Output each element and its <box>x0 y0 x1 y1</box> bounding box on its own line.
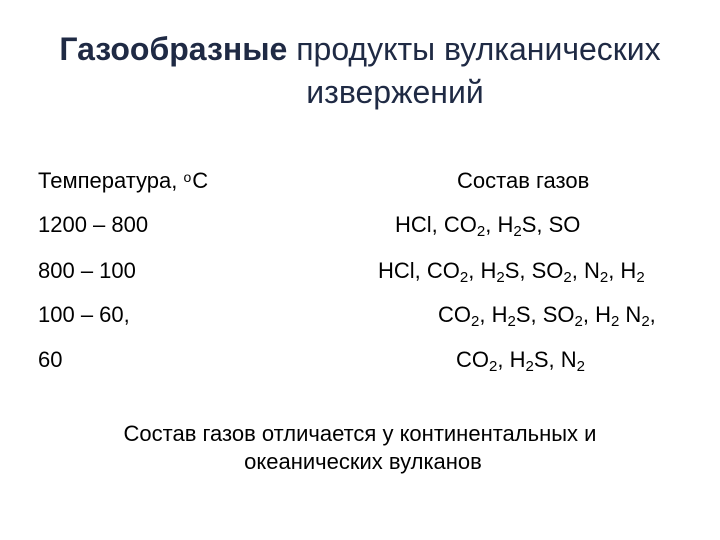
title-rest: продукты вулканических <box>287 31 661 67</box>
formula-text: , H <box>608 258 637 283</box>
footer-note <box>0 420 720 476</box>
formula-text: , N <box>571 258 600 283</box>
formula-text: S, SO <box>504 258 564 283</box>
formula-text: , <box>649 302 656 327</box>
temperature-cell-1: 1200 – 800 <box>38 212 149 237</box>
formula-text: , H <box>485 212 514 237</box>
footer-line2: океанических вулканов <box>244 449 482 474</box>
formula-subscript: 2 <box>599 269 609 286</box>
formula-subscript: 2 <box>513 223 522 240</box>
gases-cell-1 <box>395 212 580 240</box>
formula-subscript: 2 <box>641 313 650 330</box>
formula-subscript: 2 <box>574 313 583 330</box>
temperature-unit: С <box>192 168 209 193</box>
gases-cell-2 <box>378 258 645 286</box>
formula-text: HCl, CO <box>395 212 477 237</box>
gases-cell-4 <box>456 347 585 375</box>
formula-text: S, SO <box>515 302 575 327</box>
formula-subscript: 2 <box>489 358 498 375</box>
page-title <box>0 28 720 114</box>
composition-header: Состав газов <box>457 168 590 193</box>
formula-text: S, N <box>533 347 577 372</box>
temperature-cell-2: 800 – 100 <box>38 258 136 283</box>
temperature-cell-4: 60 <box>38 347 63 372</box>
title-line2: извержений <box>306 74 484 110</box>
temperature-header <box>38 168 208 194</box>
formula-subscript: 2 <box>507 313 516 330</box>
formula-text: , H <box>497 347 526 372</box>
formula-text: , H <box>582 302 611 327</box>
formula-text: CO <box>438 302 471 327</box>
formula-subscript: 2 <box>496 269 505 286</box>
formula-text: N <box>619 302 642 327</box>
formula-subscript: 2 <box>525 358 534 375</box>
formula-subscript: 2 <box>563 269 572 286</box>
formula-subscript: 2 <box>636 269 645 286</box>
temperature-cell-3: 100 – 60, <box>38 302 130 327</box>
degree-sign: о <box>183 169 192 185</box>
title-highlight: Газообразные <box>59 31 288 67</box>
formula-subscript: 2 <box>610 313 620 330</box>
formula-text: , H <box>468 258 497 283</box>
formula-subscript: 2 <box>576 358 585 375</box>
formula-subscript: 2 <box>476 223 486 240</box>
formula-subscript: 2 <box>471 313 480 330</box>
footer-line1: Состав газов отличается у континентальных и <box>123 421 597 446</box>
temperature-header-label: Температура, <box>38 168 184 193</box>
formula-subscript: 2 <box>459 269 469 286</box>
formula-text: , H <box>479 302 508 327</box>
formula-text: CO <box>456 347 489 372</box>
formula-text: S, SO <box>521 212 581 237</box>
gases-cell-3 <box>438 302 656 330</box>
formula-text: HCl, CO <box>378 258 460 283</box>
